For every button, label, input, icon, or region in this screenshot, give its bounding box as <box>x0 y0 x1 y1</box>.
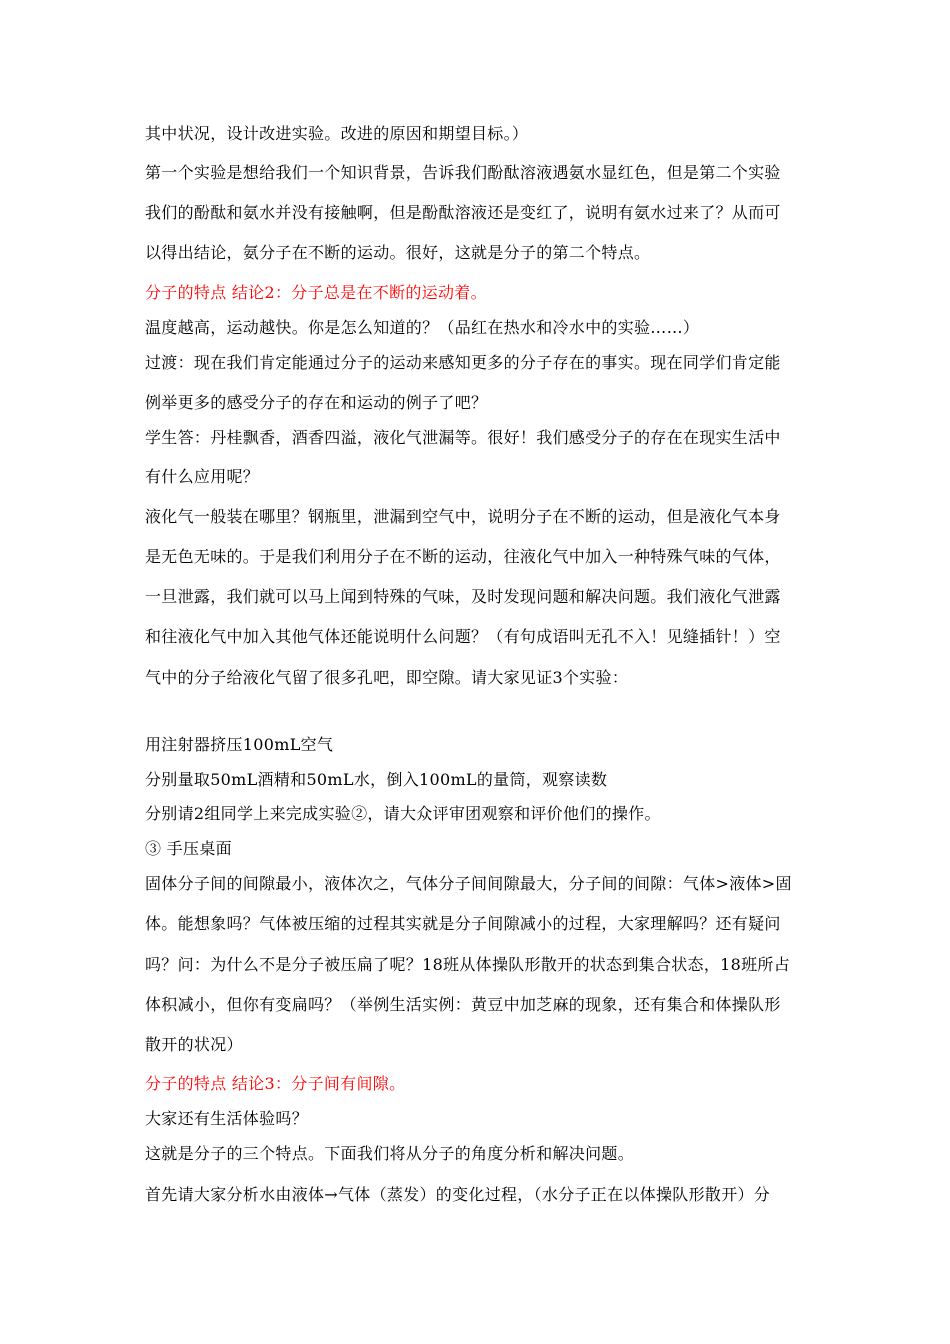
paragraph-line: 这就是分子的三个特点。下面我们将从分子的角度分析和解决问题。 <box>145 1144 635 1163</box>
paragraph-line: 是无色无味的。于是我们利用分子在不断的运动，往液化气中加入一种特殊气味的气体， <box>145 547 781 566</box>
paragraph-line: 吗？问：为什么不是分子被压扁了呢？18班从体操队形散开的状态到集合状态，18班所占 <box>145 955 791 974</box>
paragraph-line: 有什么应用呢？ <box>145 467 260 486</box>
paragraph-line: 其中状况，设计改进实验。改进的原因和期望目标。） <box>145 124 529 143</box>
conclusion-heading: 分子的特点 结论3：分子间有间隙。 <box>145 1074 406 1093</box>
paragraph-line: 过渡：现在我们肯定能通过分子的运动来感知更多的分子存在的事实。现在同学们肯定能 <box>145 353 781 372</box>
paragraph-line: 液化气一般装在哪里？钢瓶里，泄漏到空气中，说明分子在不断的运动，但是液化气本身 <box>145 507 781 526</box>
experiment-item: 分别量取50mL酒精和50mL水，倒入100mL的量筒，观察读数 <box>145 770 608 789</box>
paragraph-line: 散开的状况） <box>145 1035 243 1054</box>
paragraph-line: 体。能想象吗？气体被压缩的过程其实就是分子间隙减小的过程，大家理解吗？还有疑问 <box>145 914 781 933</box>
paragraph-line: 以得出结论，氨分子在不断的运动。很好，这就是分子的第二个特点。 <box>145 243 651 262</box>
paragraph-line: 我们的酚酞和氨水并没有接触啊，但是酚酞溶液还是变红了，说明有氨水过来了？从而可 <box>145 203 781 222</box>
paragraph-line: 温度越高，运动越快。你是怎么知道的？（品红在热水和冷水中的实验……） <box>145 318 700 337</box>
paragraph-line: 和往液化气中加入其他气体还能说明什么问题？（有句成语叫无孔不入！见缝插针！）空 <box>145 627 781 646</box>
paragraph-line: 一旦泄露，我们就可以马上闻到特殊的气味，及时发现问题和解决问题。我们液化气泄露 <box>145 587 781 606</box>
paragraph-line: 第一个实验是想给我们一个知识背景，告诉我们酚酞溶液遇氨水显红色，但是第二个实验 <box>145 163 781 182</box>
experiment-item: 用注射器挤压100mL空气 <box>145 735 334 754</box>
experiment-item: ③ 手压桌面 <box>145 839 232 858</box>
paragraph-line: 体积减小，但你有变扁吗？（举例生活实例：黄豆中加芝麻的现象，还有集合和体操队形 <box>145 995 781 1014</box>
paragraph-line: 气中的分子给液化气留了很多孔吧，即空隙。请大家见证3个实验： <box>145 668 629 687</box>
conclusion-heading: 分子的特点 结论2：分子总是在不断的运动着。 <box>145 283 487 302</box>
paragraph-line: 首先请大家分析水由液体→气体（蒸发）的变化过程，（水分子正在以体操队形散开）分 <box>145 1185 771 1204</box>
paragraph-line: 固体分子间的间隙最小，液体次之，气体分子间间隙最大，分子间的间隙：气体>液体>固 <box>145 874 792 893</box>
paragraph-line: 学生答：丹桂飘香，酒香四溢，液化气泄漏等。很好！我们感受分子的存在在现实生活中 <box>145 428 781 447</box>
paragraph-line: 大家还有生活体验吗？ <box>145 1109 309 1128</box>
experiment-item: 分别请2组同学上来完成实验②，请大众评审团观察和评价他们的操作。 <box>145 804 661 823</box>
paragraph-line: 例举更多的感受分子的存在和运动的例子了吧？ <box>145 393 488 412</box>
